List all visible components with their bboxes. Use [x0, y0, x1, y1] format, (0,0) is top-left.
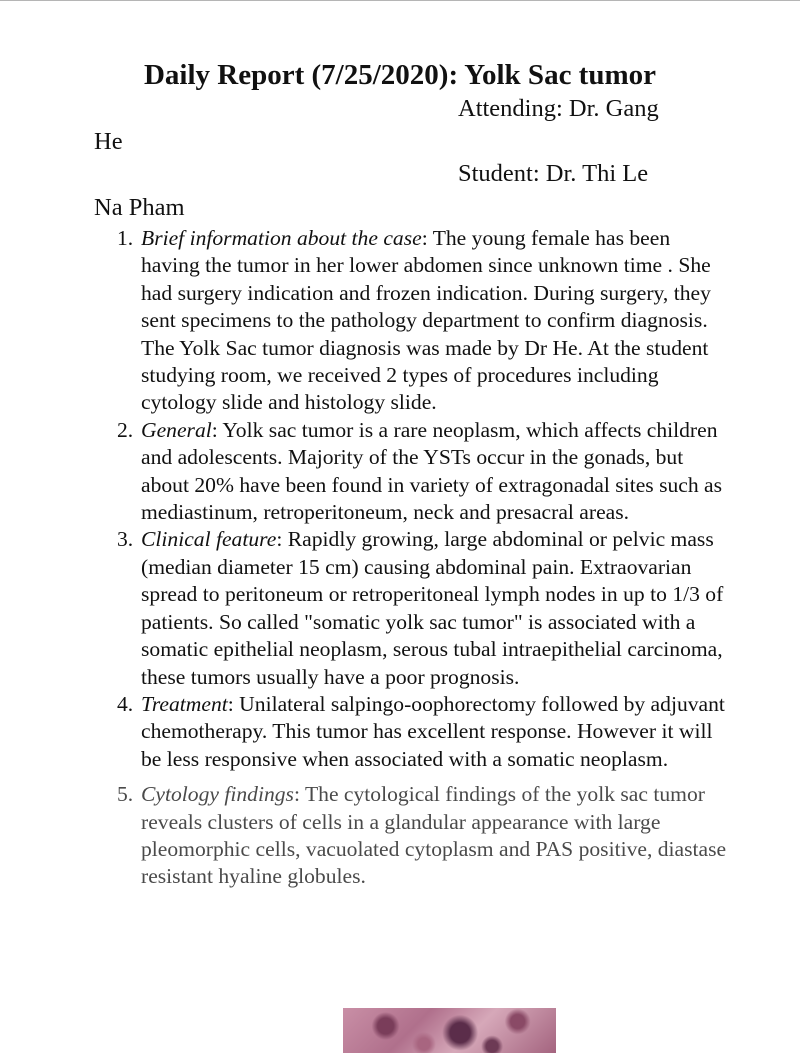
- list-item-label: Brief information about the case: [141, 226, 422, 250]
- list-item-text: : Unilateral salpingo-oophorectomy followed by adjuvant chemotherapy. This tumor has excellent response. However it will be less responsive when associated with a somatic neoplasm.: [141, 691, 725, 771]
- attending-line-2: He: [94, 128, 123, 155]
- list-item-number: 5.: [117, 782, 134, 807]
- student-line-1: Student: Dr. Thi Le: [458, 160, 649, 187]
- list-item-label: Clinical feature: [141, 527, 277, 552]
- list-item-treatment: [117, 691, 731, 773]
- list-item-text: : The young female has been having the tumor in her lower abdomen since unknown time . She had surgery indication and frozen indication. During surgery, they sent specimens to the pathology department to confirm diagnosis. The Yolk Sac tumor diagnosis was made by Dr He. At the student studying room, we received 2 types of procedures including cytology slide and histology slide.: [141, 226, 711, 415]
- list-item-text: : Yolk sac tumor is a rare neoplasm, which affects children and adolescents. Majority of the YSTs occur in the gonads, but about 20% have been found in variety of extragonadal sites such as mediastinum, retroperitoneum, neck and presacral areas.: [141, 417, 723, 525]
- list-item-label: General: [141, 417, 212, 442]
- list-item-number: 3.: [117, 527, 134, 552]
- list-item-number: 2.: [117, 417, 134, 442]
- page-top-border: [0, 0, 800, 1]
- list-item-cytology-findings: [117, 781, 731, 891]
- list-item-text: : Rapidly growing, large abdominal or pelvic mass (median diameter 15 cm) causing abdominal pain. Extraovarian spread to peritoneum or retroperitoneal lymph nodes in up to 1/3 of patients. So called "somatic yolk sac tumor" is associated with a somatic epithelial neoplasm, serous tubal intraepithelial carcinoma, these tumors usually have a poor prognosis.: [141, 527, 724, 689]
- report-sections-list: [117, 225, 731, 891]
- report-title: Daily Report (7/25/2020): Yolk Sac tumor: [143, 59, 657, 91]
- list-item-number: 1.: [117, 226, 134, 250]
- list-item-label: Treatment: [141, 691, 228, 716]
- list-item-clinical-feature: [117, 526, 731, 690]
- list-item-general: [117, 417, 731, 527]
- list-item-text: : The cytological findings of the yolk sac tumor reveals clusters of cells in a glandular appearance with large pleomorphic cells, vacuolated cytoplasm and PAS positive, diastase resistant hyaline globules.: [141, 782, 727, 889]
- list-item-brief-information: [117, 225, 731, 417]
- list-item-label: Cytology findings: [141, 782, 294, 807]
- student-line-2: Na Pham: [94, 194, 185, 221]
- attending-line-1: Attending: Dr. Gang: [458, 95, 659, 122]
- cytology-slide-image: [343, 1008, 556, 1053]
- list-item-number: 4.: [117, 691, 134, 716]
